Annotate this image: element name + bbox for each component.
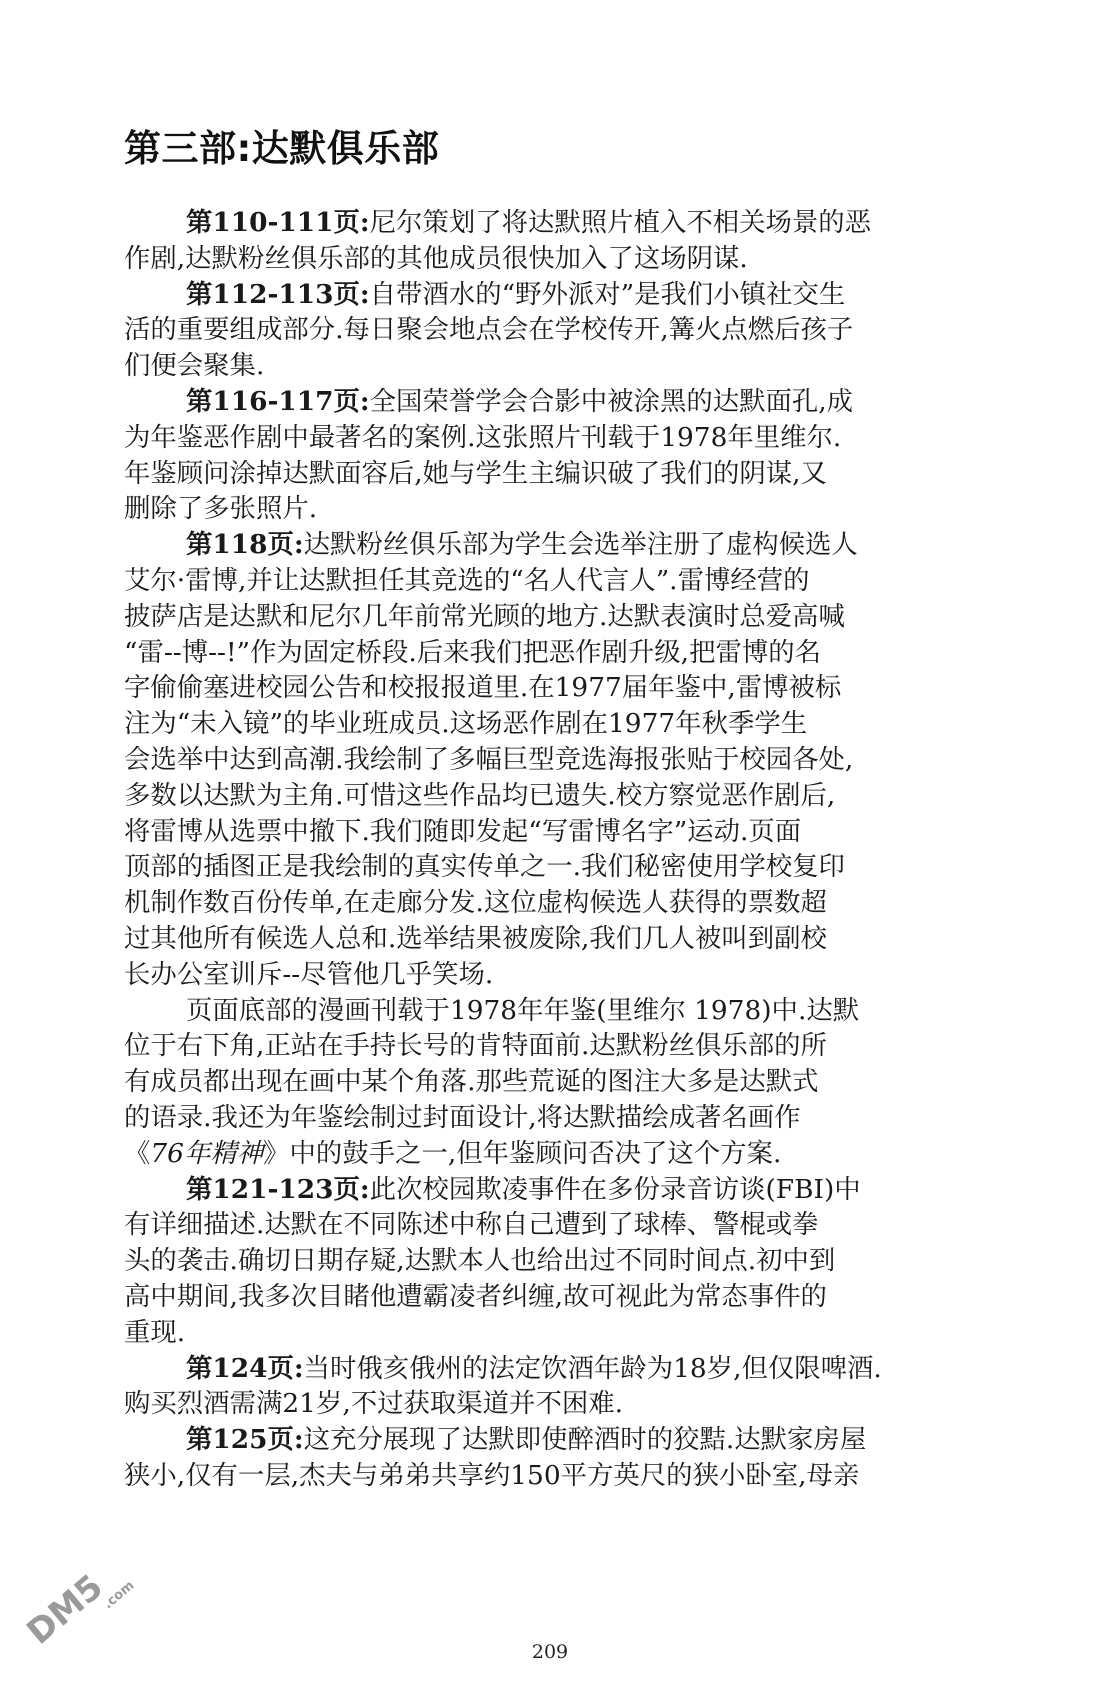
chapter-heading: 第三部:达默俱乐部: [124, 127, 440, 170]
text-line: 机制作数百份传单,在走廊分发.这位虚构候选人获得的票数超: [124, 887, 827, 919]
body-text: [124, 205, 1004, 1494]
text-line: 年鉴顾问涂掉达默面容后,她与学生主编识破了我们的阴谋,又: [124, 457, 827, 489]
text-line: 的语录.我还为年鉴绘制过封面设计,将达默描绘成著名画作: [124, 1101, 801, 1133]
text-line: 有成员都出现在画中某个角落.那些荒诞的图注大多是达默式: [124, 1066, 819, 1098]
page-ref-label: 第124页:: [186, 1352, 304, 1384]
page-ref-label: 第125页:: [186, 1424, 304, 1456]
text-line: 为年鉴恶作剧中最著名的案例.这张照片刊载于1978年里维尔.: [124, 421, 842, 453]
text-line: 注为“未入镜”的毕业班成员.这场恶作剧在1977年秋季学生: [124, 708, 808, 740]
text-line: 第110-111页:尼尔策划了将达默照片植入不相关场景的恶: [186, 207, 872, 238]
text-line: 高中期间,我多次目睹他遭霸凌者纠缠,故可视此为常态事件的: [124, 1280, 827, 1312]
text-line: 艾尔·雷博,并让达默担任其竞选的“名人代言人”.雷博经营的: [124, 564, 810, 596]
text-line: “雷--博--!”作为固定桥段.后来我们把恶作剧升级,把雷博的名: [124, 636, 822, 668]
text-line: 会选举中达到高潮.我绘制了多幅巨型竞选海报张贴于校园各处,: [124, 743, 854, 775]
text-line: 多数以达默为主角.可惜这些作品均已遗失.校方察觉恶作剧后,: [124, 779, 836, 811]
text-line: 页面底部的漫画刊载于1978年年鉴(里维尔 1978)中.达默: [186, 994, 860, 1026]
text-line: 第125页:这充分展现了达默即使醉酒时的狡黠.达默家房屋: [186, 1424, 867, 1456]
text-line: 《76年精神》中的鼓手之一,但年鉴顾问否决了这个方案.: [124, 1137, 782, 1169]
text-line: 顶部的插图正是我绘制的真实传单之一.我们秘密使用学校复印: [124, 851, 845, 883]
page-ref-label: 第121-123页:: [186, 1173, 370, 1205]
text-line: 字偷偷塞进校园公告和校报报道里.在1977届年鉴中,雷博被标: [124, 672, 842, 704]
text-line: 第116-117页:全国荣誉学会合影中被涂黑的达默面孔,成: [186, 385, 854, 417]
page-ref-label: 第118页:: [186, 529, 304, 561]
text-line: 作剧,达默粉丝俱乐部的其他成员很快加入了这场阴谋.: [124, 242, 748, 274]
text-line: 位于右下角,正站在手持长号的肯特面前.达默粉丝俱乐部的所: [124, 1030, 827, 1062]
text-line: 活的重要组成部分.每日聚会地点会在学校传开,篝火点燃后孩子: [124, 314, 854, 346]
text-line: 第118页:达默粉丝俱乐部为学生会选举注册了虚构候选人: [186, 529, 858, 561]
page-ref-label: 第116-117页:: [186, 385, 370, 417]
text-line: 删除了多张照片.: [124, 493, 318, 525]
text-line: 狭小,仅有一层,杰夫与弟弟共享约150平方英尺的狭小卧室,母亲: [124, 1459, 860, 1491]
text-line: 第124页:当时俄亥俄州的法定饮酒年龄为18岁,但仅限啤酒.: [186, 1352, 882, 1384]
text-line: 长办公室训斥--尽管他几乎笑场.: [124, 958, 494, 990]
text-line: 头的袭击.确切日期存疑,达默本人也给出过不同时间点.初中到: [124, 1245, 836, 1277]
text-line: 将雷博从选票中撤下.我们随即发起“写雷博名字”运动.页面: [124, 815, 802, 847]
text-line: 购买烈酒需满21岁,不过获取渠道并不困难.: [124, 1388, 623, 1420]
text-line: 过其他所有候选人总和.选举结果被废除,我们几人被叫到副校: [124, 922, 827, 954]
text-line: 第121-123页:此次校园欺凌事件在多份录音访谈(FBI)中: [186, 1173, 861, 1205]
text-line: 第112-113页:自带酒水的“野外派对”是我们小镇社交生: [186, 278, 846, 310]
artwork-title: 76年精神: [150, 1137, 264, 1169]
text-line: 重现.: [124, 1316, 186, 1348]
watermark-text: DM5: [19, 1566, 111, 1653]
text-line: 有详细描述.达默在不同陈述中称自己遭到了球棒、警棍或拳: [124, 1209, 819, 1241]
page-number: 209: [531, 1641, 569, 1663]
text-line: 披萨店是达默和尼尔几年前常光顾的地方.达默表演时总爱高喊: [124, 600, 845, 632]
page-ref-label: 第110-111页:: [186, 207, 370, 238]
page-ref-label: 第112-113页:: [186, 278, 370, 310]
watermark-suffix: .com: [100, 1578, 138, 1613]
text-line: 们便会聚集.: [124, 350, 265, 382]
